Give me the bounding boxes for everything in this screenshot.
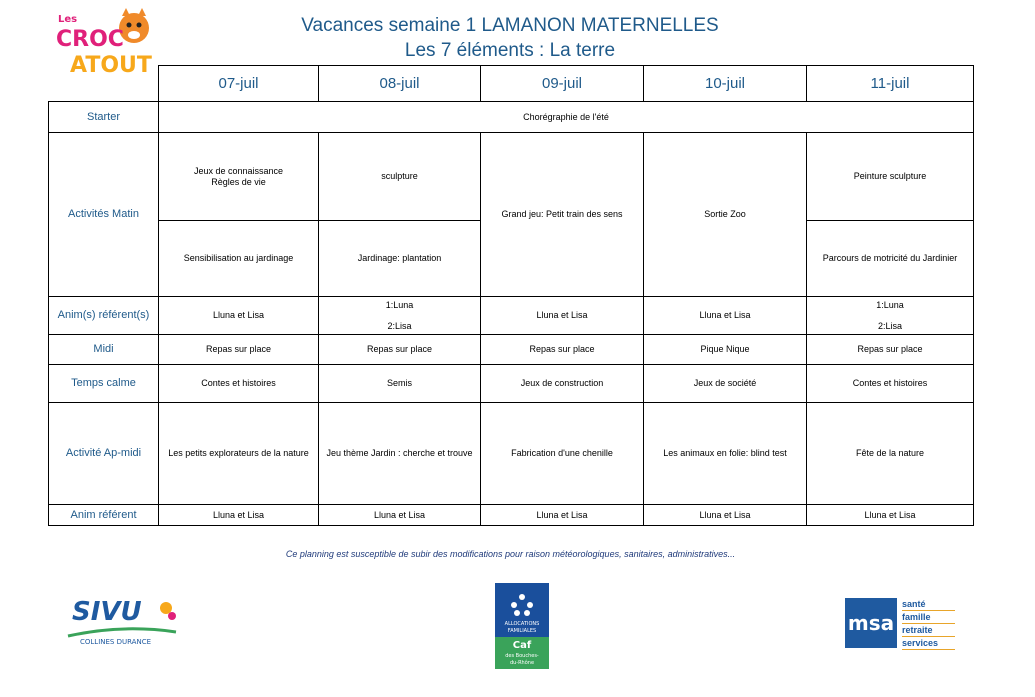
calme-cell-5: Contes et histoires [807,365,974,403]
calme-cell-3: Jeux de construction [481,365,644,403]
calme-cell-2: Semis [319,365,481,403]
anim-referents-row [49,297,974,335]
caf-logo-dept2: du-Rhône [509,660,535,666]
row-label-anim-referent: Anim référent [49,505,159,526]
anim-referent-cell-2: Lluna et Lisa [319,505,481,526]
msa-logo [845,598,955,648]
matin-cell-2-bottom: Jardinage: plantation [319,221,481,297]
anim-referents-cell-2-line2: 2:Lisa [387,320,412,331]
croc-atout-line3: ATOUT [70,53,152,78]
anim-referent-cell-3: Lluna et Lisa [481,505,644,526]
msa-logo-mark [845,598,897,648]
caf-logo-dept1: des Bouches- [505,653,539,659]
croc-atout-line2: CROC [56,27,124,52]
header-corner [49,66,159,102]
starter-cell: Chorégraphie de l'été [159,102,974,133]
apmidi-cell-1: Les petits explorateurs de la nature [159,403,319,505]
apmidi-cell-2: Jeu thème Jardin : cherche et trouve [319,403,481,505]
msa-logo-letters: msa [847,611,895,635]
matin-cell-5-bottom: Parcours de motricité du Jardinier [807,221,974,297]
croc-atout-line1: Les [58,14,78,25]
anim-referents-cell-4: Lluna et Lisa [644,297,807,335]
matin-cell-5-top: Peinture sculpture [807,133,974,221]
row-label-starter: Starter [49,102,159,133]
apmidi-cell-5: Fête de la nature [807,403,974,505]
row-label-apmidi: Activité Ap-midi [49,403,159,505]
matin-cell-1-line1: Jeux de connaissance [193,165,284,176]
midi-cell-2: Repas sur place [319,335,481,365]
anim-referents-cell-2 [319,297,481,335]
midi-cell-5: Repas sur place [807,335,974,365]
msa-word-3: retraite [902,624,955,637]
calme-cell-4: Jeux de société [644,365,807,403]
matin-cell-3: Grand jeu: Petit train des sens [481,133,644,297]
row-label-midi: Midi [49,335,159,365]
matin-row-top [49,133,974,221]
day-header-1: 07-juil [159,66,319,102]
msa-word-2: famille [902,611,955,624]
day-header-3: 09-juil [481,66,644,102]
anim-referent-row [49,505,974,526]
msa-word-1: santé [902,598,955,611]
matin-cell-1-top [159,133,319,221]
sivu-logo [64,588,180,646]
caf-logo-line2: FAMILIALES [507,628,537,634]
matin-cell-2-top: sculpture [319,133,481,221]
row-label-matin: Activités Matin [49,133,159,297]
disclaimer-note: Ce planning est susceptible de subir des modifications pour raison météorologiques, sanitaires, administratives... [285,549,736,559]
page-subtitle: Les 7 éléments : La terre [404,40,616,61]
anim-referents-cell-5-line1: 1:Luna [876,299,904,310]
day-header-4: 10-juil [644,66,807,102]
day-header-2: 08-juil [319,66,481,102]
midi-cell-4: Pique Nique [644,335,807,365]
day-header-5: 11-juil [807,66,974,102]
apmidi-cell-4: Les animaux en folie: blind test [644,403,807,505]
anim-referents-cell-3: Lluna et Lisa [481,297,644,335]
midi-row [49,335,974,365]
starter-row [49,102,974,133]
page-title: Vacances semaine 1 LAMANON MATERNELLES [301,15,719,36]
matin-cell-4: Sortie Zoo [644,133,807,297]
days-header-row [49,66,974,102]
matin-cell-1-bottom: Sensibilisation au jardinage [159,221,319,297]
midi-cell-1: Repas sur place [159,335,319,365]
sivu-logo-sub: COLLINES DURANCE [80,638,152,646]
caf-logo [495,583,549,669]
anim-referents-cell-1: Lluna et Lisa [159,297,319,335]
calme-row [49,365,974,403]
anim-referent-cell-1: Lluna et Lisa [159,505,319,526]
matin-cell-1-line2: Règles de vie [211,176,266,187]
anim-referent-cell-5: Lluna et Lisa [807,505,974,526]
apmidi-row [49,403,974,505]
planning-table [48,65,974,526]
caf-logo-line1: ALLOCATIONS [504,621,540,627]
anim-referent-cell-4: Lluna et Lisa [644,505,807,526]
calme-cell-1: Contes et histoires [159,365,319,403]
anim-referents-cell-5-line2: 2:Lisa [877,320,903,331]
caf-logo-name: Caf [512,640,532,651]
anim-referents-cell-5 [807,297,974,335]
msa-word-4: services [902,637,955,650]
apmidi-cell-3: Fabrication d'une chenille [481,403,644,505]
row-label-anim-referents: Anim(s) référent(s) [49,297,159,335]
row-label-calme: Temps calme [49,365,159,403]
anim-referents-cell-2-line1: 1:Luna [385,299,414,310]
midi-cell-3: Repas sur place [481,335,644,365]
sivu-logo-name: SIVU [72,597,142,627]
